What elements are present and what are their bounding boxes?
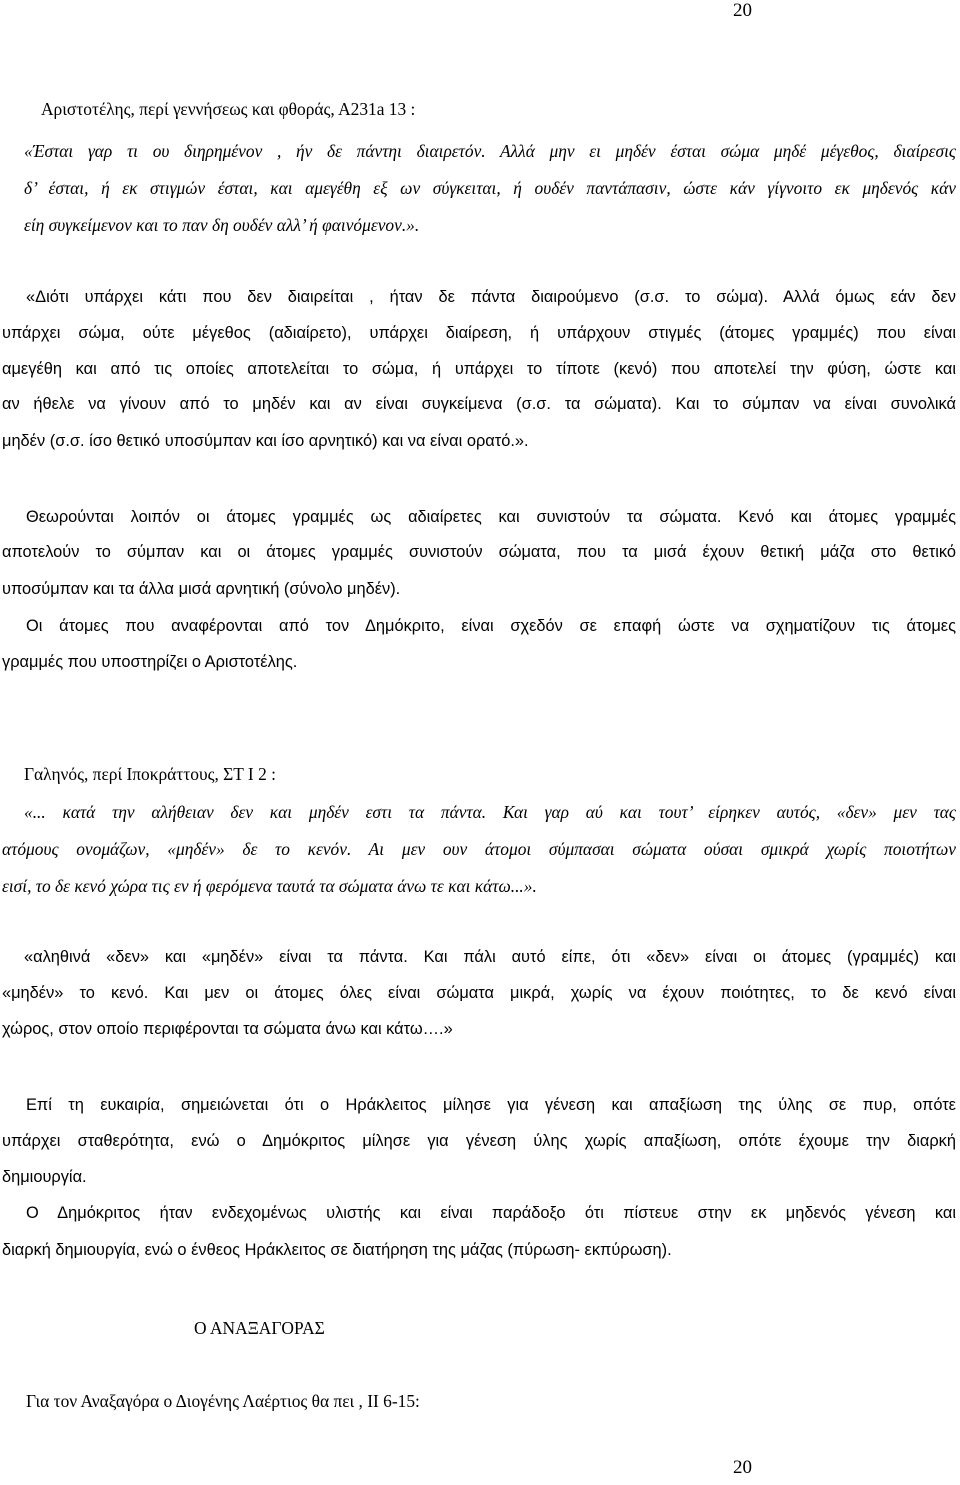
page-number-top: 20 [733,0,752,21]
commentary-line: υποσύμπαν και τα άλλα μισά αρνητική (σύνολο μηδέν). [2,580,401,598]
democritus-line: γραμμές που υποστηρίζει ο Αριστοτέλης. [2,653,298,671]
heraclitus-line: δημιουργία. [2,1168,87,1186]
galen-translation-line: «αληθινά «δεν» και «μηδέν» είναι τα πάντα. Και πάλι αυτό είπε, ότι «δεν» είναι οι άτομες (γραμμές) και [24,948,956,966]
aristotle-translation-line: υπάρχει σώμα, ούτε μέγεθος (αδιαίρετο), υπάρχει διαίρεση, ή υπάρχουν στιγμές (άτομες γραμμές) που είναι [2,324,956,342]
aristotle-translation-line: «Διότι υπάρχει κάτι που δεν διαιρείται , ήταν δε πάντα διαιρούμενο (σ.σ. το σώμα). Αλλά όμως εάν δεν [26,288,956,306]
heraclitus-line: υπάρχει σταθερότητα, ενώ ο Δημόκριτος μίλησε για γένεση ύλης χωρίς απαξίωση, οπότε έχουμε την διαρκή [2,1132,956,1150]
anaxagoras-intro: Για τον Αναξαγόρα ο Διογένης Λαέρτιος θα πει , ΙΙ 6-15: [26,1391,420,1411]
commentary-line: Θεωρούνται λοιπόν οι άτομες γραμμές ως αδιαίρετες και συνιστούν τα σώματα. Κενό και άτομες γραμμές [26,508,956,526]
aristotle-translation-line: αμεγέθη και από τις οποίες αποτελείται το σώμα, ή υπάρχει το τίποτε (κενό) που αποτελεί την φύση, ώστε και [2,360,956,378]
aristotle-translation-line: αν ήθελε να γίνουν από το μηδέν και αν είναι συγκείμενα (σ.σ. τα σώματα). Και το σύμπαν να είναι συνολικά [2,395,956,413]
galen-citation: Γαληνός, περί Ιποκράττους, ΣΤ Ι 2 : [24,764,276,784]
commentary-line: αποτελούν το σύμπαν και οι άτομες γραμμές συνιστούν σώματα, που τα μισά έχουν θετική μάζα στο θετικό [2,543,956,561]
galen-quote-line: εισί, το δε κενό χώρα τις εν ή φερόμενα ταυτά τα σώματα άνω τε και κάτω...». [2,876,537,896]
comparison-line: διαρκή δημιουργία, ενώ ο ένθεος Ηράκλειτος σε διατήρηση της μάζας (πύρωση- εκπύρωση). [2,1241,672,1259]
galen-quote-line: ατόμους ονομάζων, «μηδέν» δε το κενόν. Αι μεν ουν άτομοι σύμπασαι σώματα ούσαι σμικρά χωρίς ποιοτήτων [2,839,956,859]
democritus-line: Οι άτομες που αναφέρονται από τον Δημόκριτο, είναι σχεδόν σε επαφή ώστε να σχηματίζουν τις άτομες [26,617,956,635]
aristotle-translation-line: μηδέν (σ.σ. ίσο θετικό υποσύμπαν και ίσο αρνητικό) και να είναι ορατό.». [2,432,529,450]
aristotle-citation: Αριστοτέλης, περί γεννήσεως και φθοράς, Α231a 13 : [41,99,416,119]
galen-translation-line: χώρος, στον οποίο περιφέρονται τα σώματα άνω και κάτω….» [2,1020,453,1038]
page-number-bottom: 20 [733,1457,752,1478]
aristotle-quote-line: είη συγκείμενον και το παν δη ουδέν αλλ’ ή φαινόμενον.». [24,215,420,235]
galen-translation-line: «μηδέν» το κενό. Και μεν οι άτομες όλες είναι σώματα μικρά, χωρίς να έχουν ποιότητες, το δε κενό είναι [2,984,956,1002]
aristotle-quote-line: «Έσται γαρ τι ου διηρημένον , ήν δε πάντηι διαιρετόν. Αλλά μην ει μηδέν έσται σώμα μηδέ μέγεθος, διαίρεσις [24,141,956,161]
galen-quote-line: «... κατά την αλήθειαν δεν και μηδέν εστι τα πάντα. Και γαρ αύ και τουτ’ είρηκεν αυτός, «δεν» μεν τας [24,802,956,822]
heraclitus-line: Επί τη ευκαιρία, σημειώνεται ότι ο Ηράκλειτος μίλησε για γένεση και απαξίωση της ύλης σε πυρ, οπότε [26,1096,956,1114]
section-heading: Ο ΑΝΑΞΑΓΟΡΑΣ [194,1318,325,1338]
comparison-line: Ο Δημόκριτος ήταν ενδεχομένως υλιστής και είναι παράδοξο ότι πίστευε στην εκ μηδενός γένεση και [26,1204,956,1222]
aristotle-quote-line: δ’ έσται, ή εκ στιγμών έσται, και αμεγέθη εξ ων σύγκειται, ή ουδέν παντάπασιν, ώστε κάν γίγνοιτο εκ μηδενός κάν [24,178,956,198]
